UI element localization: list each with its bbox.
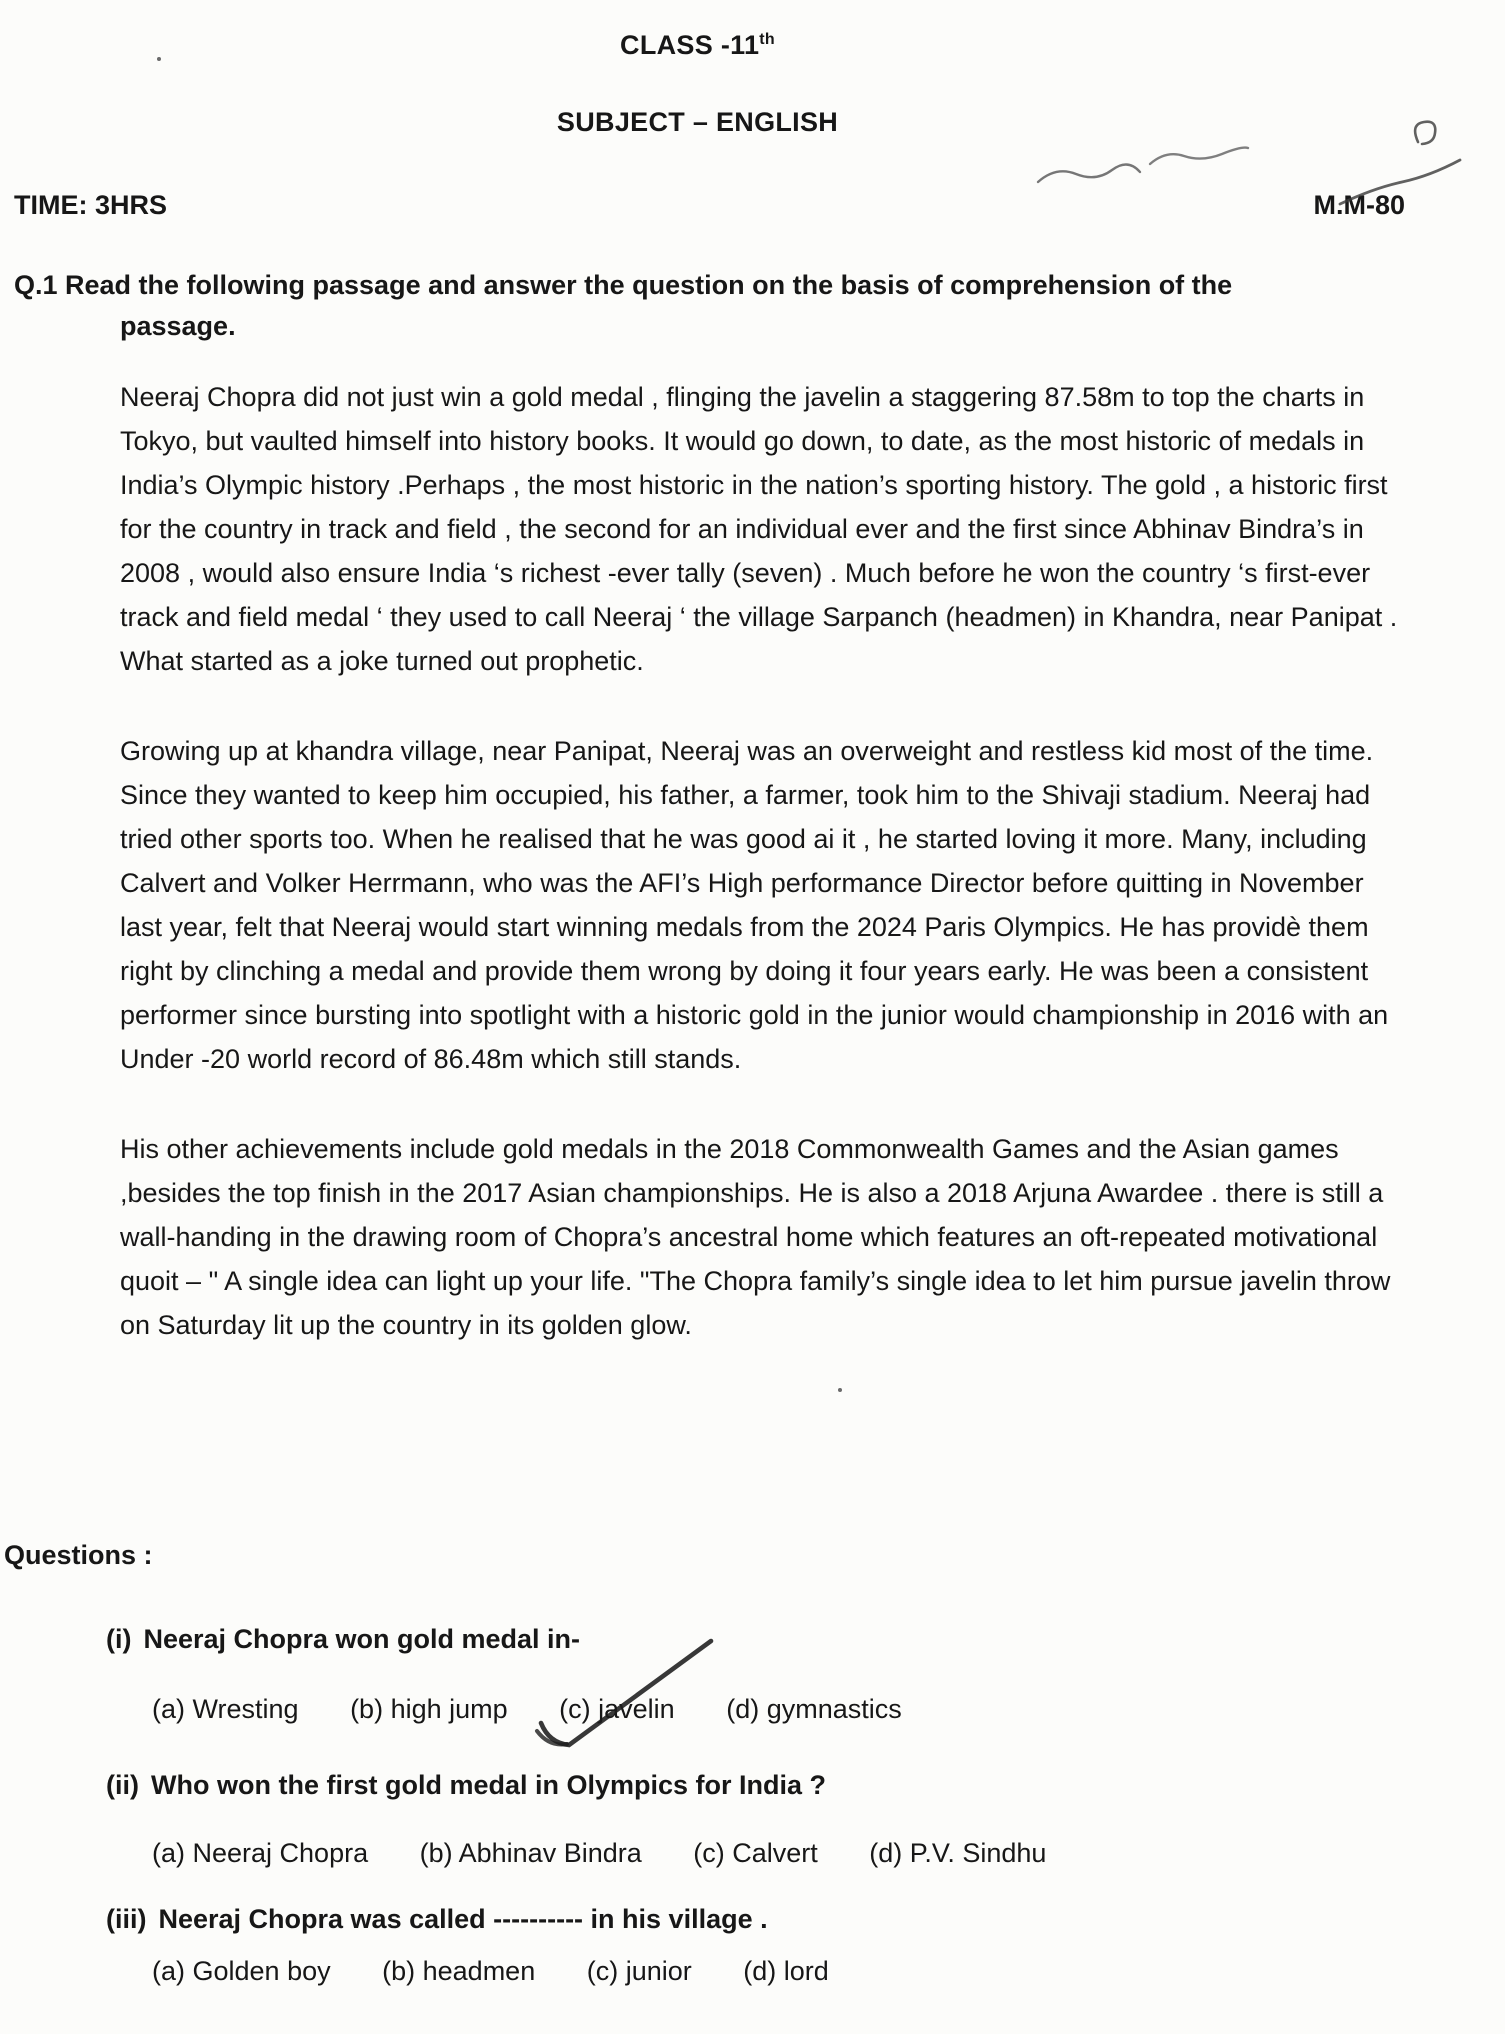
question-ii-options [0, 1833, 1505, 1873]
question-i-options [0, 1689, 1505, 1729]
passage-paragraph-1: Neeraj Chopra did not just win a gold medal , flinging the javelin a staggering 87.58m to top the charts in Tokyo, but vaulted himself into history books. It would go down, to date, as the most historic of medals in India’s Olympic history .Perhaps , the most historic in the nation’s sporting history. The gold , a historic first for the country in track and field , the second for an individual ever and the first since Abhinav Bindra’s in 2008 , would also ensure India ‘s richest -ever tally (seven) . Much before he won the country ‘s first-ever track and field medal ‘ they used to call Neeraj ‘ the village Sarpanch (headmen) in Khandra, near Panipat . What started as a joke turned out prophetic. [120, 382, 1398, 676]
q1-heading-line1: Q.1 Read the following passage and answer the question on the basis of comprehension of the [14, 270, 1233, 300]
question-ii-option-a: (a) Neeraj Chopra [152, 1838, 369, 1868]
question-i-stem [0, 1619, 1505, 1659]
question-ii-option-d: (d) P.V. Sindhu [869, 1838, 1047, 1868]
question-iii-stem [0, 1899, 1505, 1939]
max-marks-label: M.M-80 [1313, 190, 1405, 220]
question-i-option-a: (a) Wresting [152, 1694, 299, 1724]
question-iii-option-b: (b) headmen [382, 1956, 536, 1986]
scan-artifact-dot [838, 1388, 842, 1392]
questions-section-label: Questions : [4, 1540, 153, 1570]
class-title-text: CLASS -11 [620, 30, 760, 60]
question-i-option-b: (b) high jump [350, 1694, 508, 1724]
question-ii-stem [0, 1765, 1505, 1805]
question-ii-option-c: (c) Calvert [693, 1838, 818, 1868]
question-ii-text: Who won the first gold medal in Olympics for India ? [151, 1770, 827, 1800]
comprehension-passage [0, 375, 1505, 1347]
question-ii-number: (ii) [106, 1770, 139, 1800]
question-iii-option-a: (a) Golden boy [152, 1956, 331, 1986]
meta-row [0, 190, 1505, 221]
question-i-text: Neeraj Chopra won gold medal in- [143, 1624, 581, 1654]
passage-paragraph-2: Growing up at khandra village, near Panipat, Neeraj was an overweight and restless kid most of the time. Since they wanted to keep him occupied, his father, a farmer, took him to the Shivaji stadium. Neeraj had tried other sports too. When he realised that he was good ai it , he started loving it more. Many, including Calvert and Volker Herrmann, who was the AFI’s High performance Director before quitting in November last year, felt that Neeraj would start winning medals from the 2024 Paris Olympics. He has providè them right by clinching a medal and provide them wrong by doing it four years early. He was been a consistent performer since bursting into spotlight with a historic gold in the junior would championship in 2016 with an Under -20 world record of 86.48m which still stands. [120, 736, 1389, 1074]
question-iii-options [0, 1951, 1505, 1991]
question-i-option-d: (d) gymnastics [726, 1694, 902, 1724]
question-iii-option-c: (c) junior [586, 1956, 692, 1986]
q1-heading [0, 265, 1505, 347]
subject-title: SUBJECT – ENGLISH [556, 107, 839, 137]
question-i-option-c-text: (c) javelin [559, 1694, 675, 1724]
class-title [0, 30, 1450, 61]
class-title-superscript: th [759, 31, 775, 48]
time-label: TIME: 3HRS [14, 190, 168, 220]
question-iii-number: (iii) [106, 1904, 147, 1934]
question-ii-option-b: (b) Abhinav Bindra [419, 1838, 642, 1868]
question-iii-option-d: (d) lord [743, 1956, 829, 1986]
question-iii-text: Neeraj Chopra was called ---------- in his village . [158, 1904, 768, 1934]
question-i-number: (i) [106, 1624, 132, 1654]
passage-paragraph-3: His other achievements include gold medals in the 2018 Commonwealth Games and the Asian games ,besides the top finish in the 2017 Asian championships. He is also a 2018 Arjuna Awardee . there is still a wall-handing in the drawing room of Chopra’s ancestral home which features an oft-repeated motivational quoit – " A single idea can light up your life. "The Chopra family’s single idea to let him pursue javelin throw on Saturday lit up the country in its golden glow. [120, 1134, 1391, 1340]
q1-heading-line2: passage. [120, 311, 236, 341]
question-i-option-c [559, 1689, 675, 1729]
